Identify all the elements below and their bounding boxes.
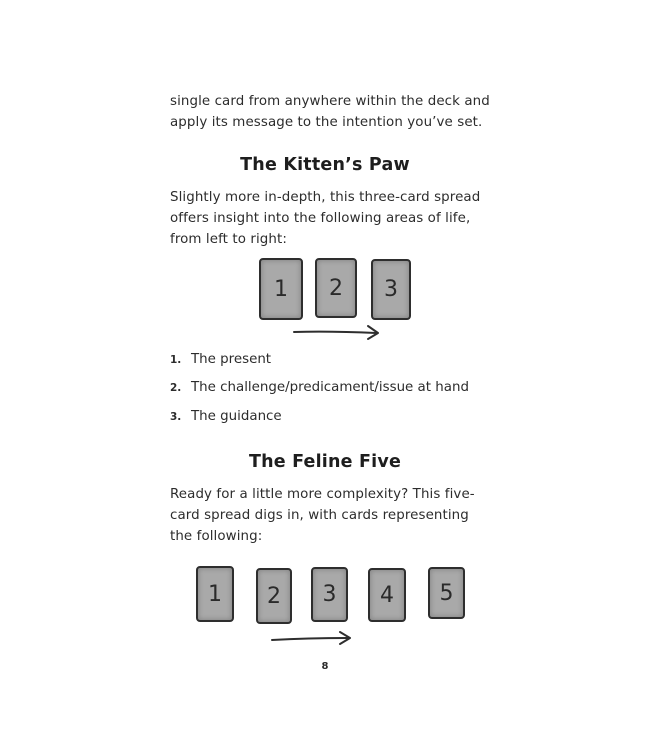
spread-card — [311, 567, 348, 622]
intro-paragraph — [170, 91, 490, 133]
card-number: 2 — [329, 275, 343, 301]
intro-line: apply its message to the intention you’ve set. — [170, 115, 483, 130]
right-arrow-icon — [290, 322, 386, 342]
list-item — [170, 350, 271, 370]
spread-card — [371, 259, 411, 320]
right-arrow-icon — [268, 629, 358, 649]
list-item — [170, 378, 469, 398]
card-number: 5 — [439, 580, 454, 606]
list-number: 2. — [170, 382, 182, 394]
spread-card — [368, 568, 406, 622]
list-text: The guidance — [191, 409, 282, 424]
card-number: 4 — [380, 582, 394, 608]
spread-card — [256, 568, 292, 624]
list-text: The challenge/predicament/issue at hand — [191, 380, 469, 395]
list-number: 3. — [170, 411, 182, 423]
card-number: 3 — [322, 582, 337, 607]
feline-five-paragraph — [170, 484, 490, 547]
spread-card — [196, 566, 234, 622]
kittens-paw-paragraph — [170, 187, 490, 250]
kittens-paw-line: from left to right: — [170, 232, 287, 247]
card-number: 3 — [384, 277, 398, 302]
spread-card — [428, 567, 465, 619]
card-number: 1 — [274, 276, 288, 302]
spread-card — [259, 258, 303, 320]
kittens-paw-line: offers insight into the following areas of life, — [170, 211, 471, 226]
list-item — [170, 407, 282, 427]
feline-five-line: Ready for a little more complexity? This five- — [170, 487, 475, 502]
spread-card — [315, 258, 357, 318]
feline-five-line: card spread digs in, with cards representing — [170, 508, 469, 523]
list-text: The present — [191, 352, 272, 367]
section-heading-kittens-paw: The Kitten’s Paw — [240, 155, 410, 175]
feline-five-line: the following: — [170, 529, 263, 544]
kittens-paw-line: Slightly more in-depth, this three-card spread — [170, 190, 481, 205]
card-number: 1 — [208, 581, 222, 607]
intro-line: single card from anywhere within the deck and — [170, 94, 490, 109]
list-number: 1. — [170, 354, 182, 366]
page-number: 8 — [321, 661, 329, 672]
section-heading-feline-five: The Feline Five — [248, 452, 402, 472]
card-number: 2 — [267, 583, 281, 609]
